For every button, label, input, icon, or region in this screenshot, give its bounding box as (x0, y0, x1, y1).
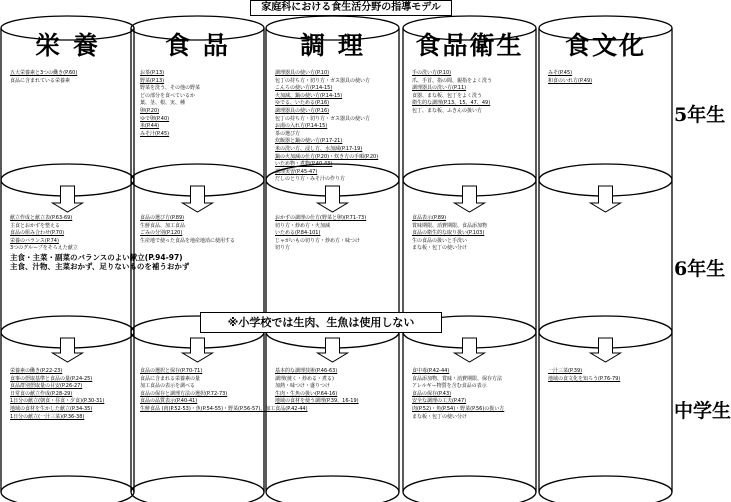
block-line: 地域の食文化を知ろう(P.76-79) (548, 375, 621, 382)
column-heading: 栄 養 (35, 31, 100, 60)
block-line: ゆで卵(P.40) (140, 115, 170, 122)
block-line: 生産地で使った食品を地産地消に使用する (140, 237, 236, 244)
column-heading: 食 品 (165, 31, 230, 60)
block-line: 茶の選び方 (275, 130, 301, 137)
block-line: いためる(P.84-101) (275, 230, 321, 237)
block-line: 栄養素の働き(P.22-23) (10, 368, 63, 374)
block-line: 調理(焼く・炒める・煮る) (275, 375, 334, 382)
flow-arrow-0-1 (53, 338, 83, 362)
block-line: 生の食品の扱いと手洗い (412, 237, 468, 244)
block-line: 野菜を洗う、その他の野菜 (140, 85, 201, 92)
stage-block-1 (275, 215, 393, 253)
block-line: 地域の食材を使う調理(P.39、16-19) (275, 398, 359, 405)
block-line: 加工食品の表示を調べる (140, 383, 196, 390)
block-line: 米(P.44) (140, 123, 160, 130)
page-title: 家庭科における食生活分野の指導モデル (250, 0, 452, 16)
block-line: 地域の食材を生かした献立(P.34-35) (10, 405, 93, 412)
block-line: 食品に含まれる栄養素の量 (140, 375, 201, 382)
stage-block-0 (140, 70, 258, 138)
block-line: 調理器具の使い方(P.16) (275, 107, 330, 114)
block-line: みそ汁(P.45) (140, 130, 170, 137)
block-line: 主食とおかずを整える (10, 222, 61, 229)
block-line: 基本的な調理技術(P.46-63) (275, 368, 338, 374)
block-line: 食品の保存(P.43) (412, 390, 452, 397)
block-line: 加熱・味つけ・盛りつけ (275, 383, 331, 390)
block-line: 食品に含まれている栄養素 (10, 77, 71, 84)
block-line: 衛生的な調理(P.13、15、47、49) (412, 100, 491, 107)
block-line: おかずの調理の仕方(野菜と卵)(P.71-73) (275, 215, 367, 221)
block-line: 3つのグループをそろえた献立 (10, 245, 78, 252)
block-line: じゃがいもの切り方・炒め方・味つけ (275, 237, 361, 244)
block-line: 食品表示(P.89) (412, 215, 447, 221)
block-line: 食器、まな板、包丁をよく洗う (412, 92, 483, 99)
flow-arrow-2-0 (318, 186, 348, 212)
block-line: みそ(P.45) (548, 70, 573, 76)
block-line: アレルギー物質を含む食品の表示 (412, 383, 487, 390)
block-line: 食品の選び方(P.89) (140, 215, 185, 221)
block-line: 食品の衛生的な取り扱い(P.103) (412, 230, 485, 237)
stage-block-0 (548, 70, 666, 85)
stage-block-0 (412, 70, 530, 116)
stage-block-0 (10, 70, 128, 85)
block-line: 調理器具の洗い方(P.11) (412, 85, 467, 92)
flow-arrow-2-1 (318, 338, 348, 362)
block-line: 食品の組み合わせ(P.70) (10, 230, 65, 237)
block-line: 包丁、まな板、ふきんの扱い方 (412, 107, 483, 114)
block-line: いため物・煮物(P.40-43) (275, 161, 333, 168)
block-line: 食品群別摂取量の目安(P.26-27) (10, 383, 83, 390)
column-heading: 食品衛生 (415, 31, 524, 60)
block-line: 五大栄養素と3つの働き(P.60) (10, 70, 78, 76)
block-line: 切り方 (275, 245, 291, 252)
block-line: 肉(P.52)・魚(P.54)・野菜(P.56)の扱い方 (412, 405, 505, 412)
block-line: 鍋の火加減の仕方(P.20)・炊き方の手順(P.20) (275, 153, 379, 160)
block-line: ごみの分別(P.120) (140, 230, 183, 237)
column-ring-1-3 (131, 476, 264, 502)
flow-arrow-3-0 (455, 186, 485, 212)
block-line: どの部分を食べているか (140, 92, 196, 99)
column-heading: 調 理 (300, 31, 365, 60)
block-line: 調理実習(P.45-47) (275, 168, 318, 175)
stage-block-0 (275, 70, 393, 184)
block-line: 食中毒(P.42-44) (412, 368, 450, 374)
stage-block-1 (412, 215, 530, 253)
block-line: 賞味期限、消費期限、食品添加物 (412, 222, 488, 229)
block-line: 主食、汁物、主菜おかず、足りないものを補うおかず (10, 262, 190, 272)
block-line: 栄養のバランス(P.74) (10, 237, 59, 244)
block-line: 食品の選択と保存(P.70-71) (140, 368, 203, 374)
column-ring-3-3 (403, 476, 536, 502)
stage-block-2 (412, 368, 530, 421)
block-line: 生鮮食品 (肉(P.52-53)・魚(P.54-55)・野菜(P.56-57)、加工食品(P.42-44) (140, 405, 308, 412)
block-line: 生肉・生魚の扱い(P.64-16) (275, 390, 338, 397)
flow-arrow-1-1 (183, 338, 213, 362)
block-line: 生鮮食品、加工食品 (140, 222, 186, 229)
grade-label-5: 5年生 (674, 104, 726, 126)
block-line: 食品添加物、賞味・消費期限、保存方法 (412, 375, 503, 382)
block-line: お茶(P.13) (140, 70, 165, 76)
column-heading: 食文化 (564, 31, 646, 60)
column-ring-2-3 (266, 476, 399, 502)
stage-block-2 (10, 368, 128, 421)
column-ring-0-3 (1, 476, 134, 502)
stage-block-2 (275, 368, 393, 406)
block-line: 火加減、鍋の使い方(P.14-15) (275, 92, 343, 99)
block-line: だしのとり方・みそ汁の作り方 (275, 176, 346, 183)
block-line: 爪、手首、指の間、親指をよく洗う (412, 77, 493, 84)
block-line: 包丁の持ち方・切り方・ガス器具の使い方 (275, 77, 371, 84)
notice-banner: ※小学校では生肉、生魚は使用しない (200, 312, 442, 333)
block-line: 切り方・炒め方・火加減 (275, 222, 331, 229)
block-line: 一汁三菜(P.39) (548, 368, 583, 374)
block-line: まな板・包丁の使い分け (412, 245, 468, 252)
block-line: お湯の入れ方(P.14-15) (275, 123, 328, 130)
block-line: 炊飯器と鍋の使い方(P.17-21) (275, 138, 343, 145)
flow-arrow-0-0 (53, 186, 83, 212)
block-line: 和食のいれ方(P.49) (548, 77, 593, 84)
block-line: 1日分の献立(朝食・昼食・夕食)(P.30-31) (10, 398, 105, 405)
flow-arrow-4-1 (591, 338, 621, 362)
block-line: こんろの使い方(P.14-15) (275, 85, 333, 92)
block-line: 主食・主菜・副菜のバランスのよい献立(P.94-97) (10, 252, 183, 262)
block-line: 1日分の献立(一汁三菜)(P.36-38) (10, 413, 85, 420)
stage-block-2 (548, 368, 666, 383)
grade-label-6: 6年生 (674, 258, 726, 280)
block-line: 野菜(P.13) (140, 77, 165, 84)
flow-arrow-3-1 (455, 338, 485, 362)
block-line: 日常食の献立作成(P.28-29) (10, 390, 73, 397)
block-line: 献立作成と献立表(P.63-69) (10, 215, 73, 221)
block-line: 卵(P.20) (140, 107, 160, 114)
flow-arrow-1-0 (183, 186, 213, 212)
block-line: 食事の摂取基準と食品の量(P.24-25) (10, 375, 93, 382)
column-outline-4 (539, 28, 672, 492)
block-line: 手の洗い方(P.10) (412, 70, 452, 76)
block-line: 米の洗い方、浸し方、水加減(P.17-19) (275, 145, 363, 152)
block-line: 葉、茎、根、実、種 (140, 100, 186, 107)
block-line: 調理器具の使い方(P.10) (275, 70, 330, 76)
grade-label-junior-high: 中学生 (674, 400, 731, 422)
flow-arrow-4-0 (591, 186, 621, 212)
block-line: まな板・包丁の使い分け (412, 413, 468, 420)
block-line: 食品の保存と調理方法の選択(P.72-73) (140, 390, 228, 397)
stage-block-1 (140, 215, 258, 245)
block-line: 安全な調理の工夫(P.47) (412, 398, 467, 405)
column-ring-4-3 (539, 476, 672, 502)
block-line: ゆでる、いためる(P.16) (275, 100, 330, 107)
block-line: 食品の品質表示(P.40-41) (140, 398, 198, 405)
block-line: 包丁の持ち方・切り方・ガス器具の使い方 (275, 115, 371, 122)
